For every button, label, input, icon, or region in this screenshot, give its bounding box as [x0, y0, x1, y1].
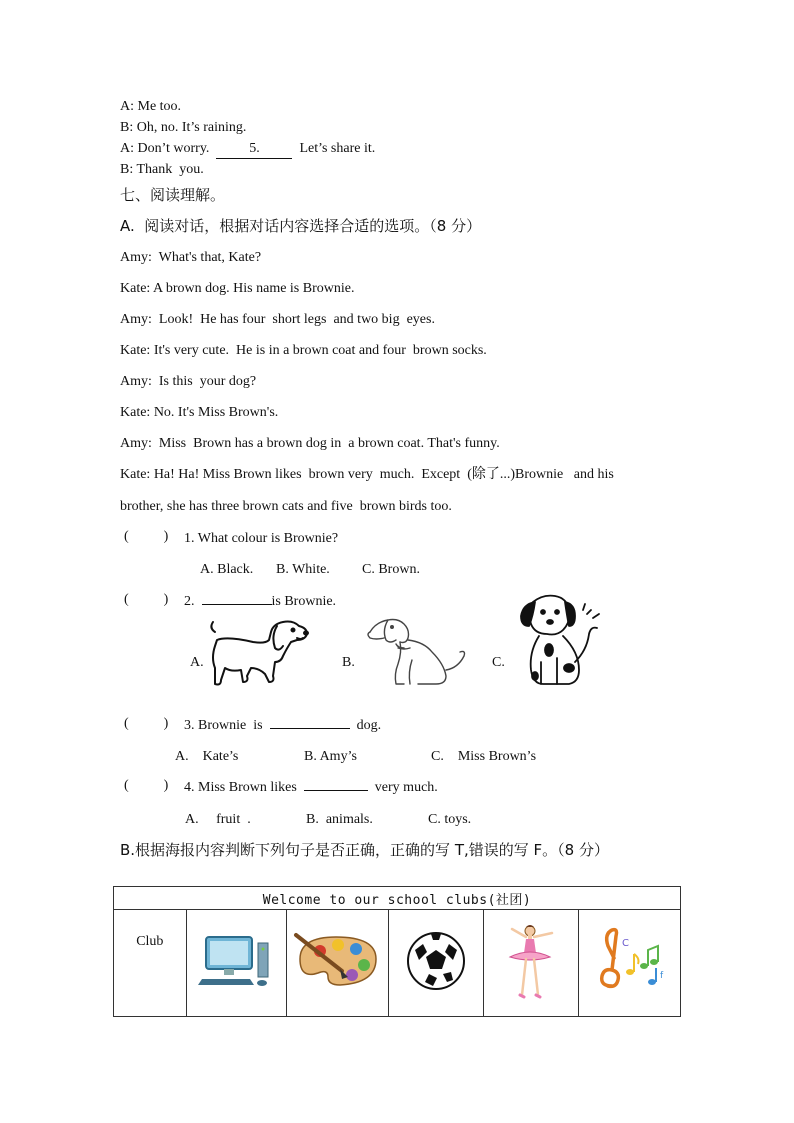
- club-music: [579, 910, 681, 1017]
- dialogue-line-4: B: Thank you.: [120, 162, 204, 177]
- answer-paren-3[interactable]: ( ): [124, 716, 169, 731]
- palette-icon: [292, 929, 382, 993]
- q2-option-c: C.: [492, 655, 505, 670]
- section-title: 七、阅读理解。: [120, 186, 226, 204]
- q3-option-a: A. Kate’s: [175, 749, 239, 764]
- computer-icon: [196, 933, 276, 989]
- answer-blank-5[interactable]: 5.: [216, 140, 292, 159]
- poster-title: Welcome to our school clubs(社团): [114, 887, 681, 910]
- dialogue-line-3: A: Don’t worry. 5. Let’s share it.: [120, 140, 375, 159]
- club-computer: [186, 910, 286, 1017]
- dialogue-line-1: A: Me too.: [120, 99, 182, 114]
- question-3-blank[interactable]: [270, 728, 350, 729]
- question-2-blank[interactable]: [202, 604, 272, 605]
- svg-text:f: f: [659, 970, 663, 981]
- reading-line-1: Amy: What's that, Kate?: [120, 250, 262, 265]
- part-a-instruction: A. 阅读对话，根据对话内容选择合适的选项。（8 分）: [120, 217, 482, 235]
- club-football: [389, 910, 484, 1017]
- dachshund-icon: [207, 618, 311, 690]
- music-notes-icon: [590, 926, 670, 996]
- clubs-poster-table: [113, 886, 681, 1017]
- ballerina-icon: [496, 921, 566, 1001]
- reading-line-7: Amy: Miss Brown has a brown dog in a brown coat. That's funny.: [120, 436, 500, 451]
- q3-option-b: B. Amy’s: [304, 749, 357, 764]
- question-3: 3. Brownie is dog.: [184, 718, 382, 733]
- q1-option-b: B. White.: [276, 562, 330, 577]
- q2-option-a: A.: [190, 655, 204, 670]
- q4-option-c: C. toys.: [428, 812, 472, 827]
- svg-text:C: C: [621, 937, 629, 949]
- soccer-ball-icon: [405, 930, 467, 992]
- q3-option-c: C. Miss Brown’s: [431, 749, 537, 764]
- question-1: 1. What colour is Brownie?: [184, 531, 339, 546]
- reading-line-3: Amy: Look! He has four short legs and two big eyes.: [120, 312, 435, 327]
- reading-line-4: Kate: It's very cute. He is in a brown coat and four brown socks.: [120, 343, 487, 358]
- reading-line-6: Kate: No. It's Miss Brown's.: [120, 405, 279, 420]
- question-4: 4. Miss Brown likes very much.: [184, 780, 438, 795]
- q1-option-a: A. Black.: [200, 562, 254, 577]
- q4-option-a: A. fruit .: [185, 812, 251, 827]
- q1-option-c: C. Brown.: [362, 562, 420, 577]
- part-b-instruction: B.根据海报内容判断下列句子是否正确，正确的写 T,错误的写 F。（8 分）: [120, 841, 609, 859]
- question-4-blank[interactable]: [304, 790, 368, 791]
- reading-line-5: Amy: Is this your dog?: [120, 374, 257, 389]
- reading-line-9: brother, she has three brown cats and five brown birds too.: [120, 499, 452, 514]
- q4-option-b: B. animals.: [306, 812, 373, 827]
- answer-paren-4[interactable]: ( ): [124, 778, 169, 793]
- club-row-label: Club: [114, 910, 187, 1017]
- club-art: [286, 910, 389, 1017]
- question-2: 2. is Brownie.: [184, 594, 337, 609]
- q2-option-b: B.: [342, 655, 355, 670]
- answer-paren-2[interactable]: ( ): [124, 592, 169, 607]
- club-dance: [484, 910, 579, 1017]
- answer-paren-1[interactable]: ( ): [124, 529, 169, 544]
- spotted-puppy-icon: [513, 592, 609, 692]
- reading-line-8: Kate: Ha! Ha! Miss Brown likes brown very much. Except (除了...)Brownie and his: [120, 467, 614, 482]
- reading-line-2: Kate: A brown dog. His name is Brownie.: [120, 281, 355, 296]
- sitting-dog-icon: [362, 612, 472, 692]
- dialogue-line-2: B: Oh, no. It’s raining.: [120, 120, 247, 135]
